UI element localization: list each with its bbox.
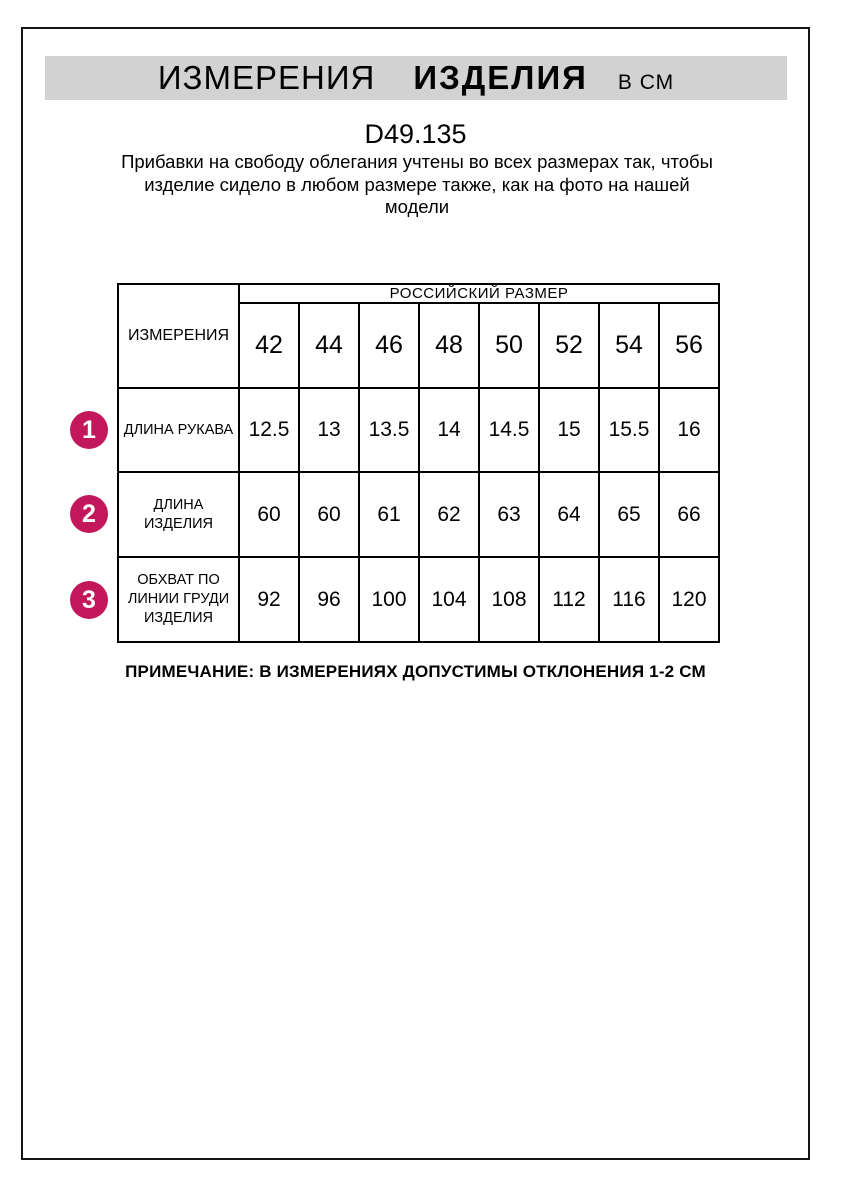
fit-description: Прибавки на свободу облегания учтены во всех размерах так, чтобы изделие сидело в любом размере также, как на фото на нашей модели [121,151,713,217]
size-column-header: 42 [239,303,299,388]
measurement-value: 14.5 [479,388,539,472]
measurement-value: 14 [419,388,479,472]
measurement-value: 13 [299,388,359,472]
note-text: ПРИМЕЧАНИЕ: В ИЗМЕРЕНИЯХ ДОПУСТИМЫ ОТКЛОНЕНИЯ 1-2 СМ [125,662,706,681]
size-column-header: 54 [599,303,659,388]
row-label: ДЛИНА РУКАВА [118,388,239,472]
article-code: D49.135 [364,119,467,149]
measurement-row-garment-length [118,472,719,557]
measurement-row-chest-girth [118,557,719,642]
size-column-header: 46 [359,303,419,388]
measurement-value: 63 [479,472,539,557]
measurement-value: 108 [479,557,539,642]
measurement-value: 100 [359,557,419,642]
measurement-value: 60 [299,472,359,557]
size-column-header: 52 [539,303,599,388]
russian-size-header: РОССИЙСКИЙ РАЗМЕР [239,284,719,303]
page-title-banner [45,56,787,100]
measurement-value: 120 [659,557,719,642]
row-number-badge-1: 1 [70,411,108,449]
row-number-badge-3: 3 [70,581,108,619]
title-units: В СМ [617,71,675,94]
size-chart-table [117,283,720,643]
measurement-value: 13.5 [359,388,419,472]
measurement-value: 116 [599,557,659,642]
size-column-header: 50 [479,303,539,388]
measurement-value: 64 [539,472,599,557]
measurement-value: 60 [239,472,299,557]
title-word-izdeliya: ИЗДЕЛИЯ [413,59,588,96]
measurement-value: 62 [419,472,479,557]
measurement-value: 104 [419,557,479,642]
measurement-value: 15.5 [599,388,659,472]
size-column-header: 56 [659,303,719,388]
row-number-badge-2: 2 [70,495,108,533]
size-column-header: 44 [299,303,359,388]
measurement-value: 61 [359,472,419,557]
measurement-value: 16 [659,388,719,472]
measurement-value: 15 [539,388,599,472]
measurement-value: 92 [239,557,299,642]
measurement-value: 112 [539,557,599,642]
measurement-value: 12.5 [239,388,299,472]
row-label: ОБХВАТ ПО ЛИНИИ ГРУДИ ИЗДЕЛИЯ [118,557,239,642]
row-label: ДЛИНА ИЗДЕЛИЯ [118,472,239,557]
measurement-value: 66 [659,472,719,557]
measurement-value: 65 [599,472,659,557]
measurement-value: 96 [299,557,359,642]
size-column-header: 48 [419,303,479,388]
title-word-izmereniya: ИЗМЕРЕНИЯ [157,59,376,96]
measurement-row-sleeve-length [118,388,719,472]
table-corner-header: ИЗМЕРЕНИЯ [118,284,239,388]
